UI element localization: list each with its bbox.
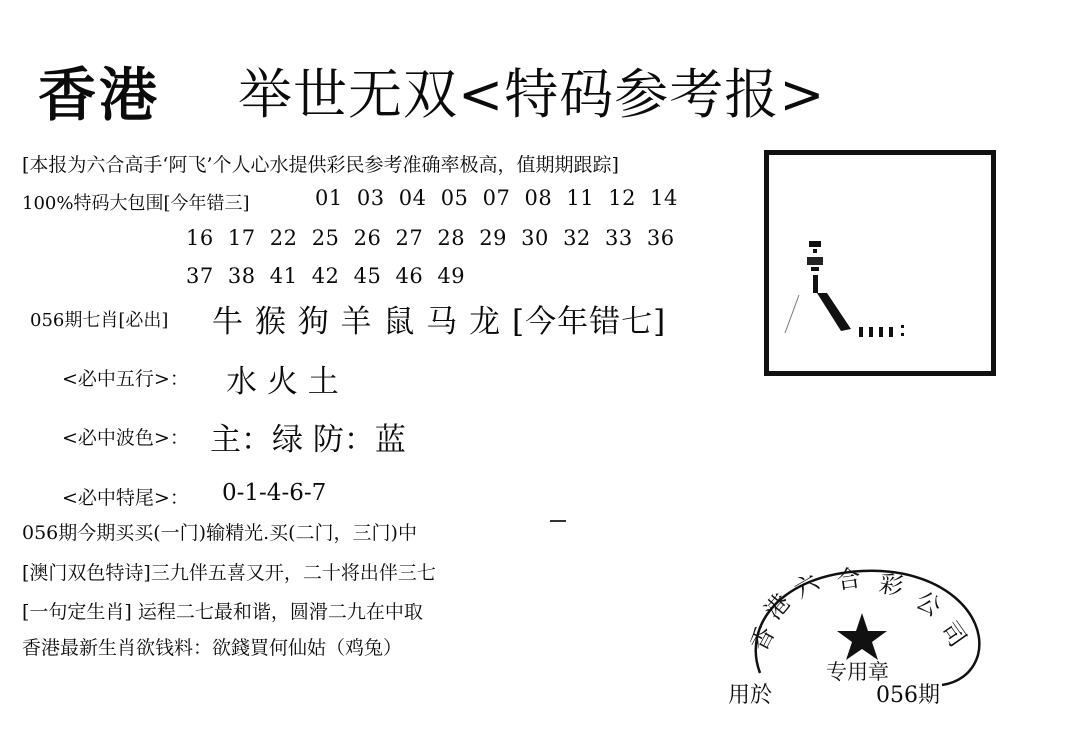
seal-ring-char-5: 彩 <box>876 569 906 602</box>
zodiac-phrase-line: [一句定生肖] 运程二七最和谐，圆滑二九在中取 <box>22 601 423 623</box>
seal-ring-char-2: 港 <box>759 588 797 625</box>
wuxing-value: 水 火 土 <box>226 364 339 400</box>
seal-caption-use: 用於 <box>728 683 773 708</box>
stray-dash <box>550 520 566 522</box>
seal-ring-char-1: 香 <box>744 621 781 656</box>
intro-note: [本报为六合高手‘阿飞’个人心水提供彩民参考准确率极高，值期期跟踪] <box>22 154 619 176</box>
wave-color-value: 主：绿 防：蓝 <box>210 422 406 458</box>
tail-value: 0-1-4-6-7 <box>222 480 327 506</box>
zodiac-label: 056期七肖[必出] <box>30 310 169 331</box>
tail-label: <必中特尾>： <box>62 487 189 509</box>
seal-center-text: 专用章 <box>826 660 889 684</box>
lighthouse-icon <box>769 155 991 371</box>
seal-ring-char-3: 六 <box>789 567 824 605</box>
seal-ring-char-7: 司 <box>935 616 972 653</box>
special-numbers-row-1: 01 03 04 05 07 08 11 12 14 <box>315 186 678 210</box>
buy-tip-line: 056期今期买买(一门)输精光.买(二门，三门)中 <box>22 522 417 544</box>
seal-caption-issue: 056期 <box>876 683 940 708</box>
zodiac-value: 牛 猴 狗 羊 鼠 马 龙 [今年错七] <box>212 304 667 340</box>
special-range-label: 100%特码大包围[今年错三] <box>22 193 250 214</box>
headline: 举世无双<特码参考报> <box>238 63 826 126</box>
company-seal <box>742 555 988 695</box>
special-numbers-row-3: 37 38 41 42 45 46 49 <box>186 264 466 288</box>
brand-title: 香港 <box>38 61 161 129</box>
seal-ring-char-6: 公 <box>911 585 946 623</box>
special-numbers-row-2: 16 17 22 25 26 27 28 29 30 32 33 36 <box>186 226 675 250</box>
wuxing-label: <必中五行>： <box>62 368 189 390</box>
lighthouse-picture-frame <box>764 150 996 376</box>
wave-color-label: <必中波色>： <box>62 427 189 449</box>
macau-poem-line: [澳门双色特诗]三九伴五喜又开，二十将出伴三七 <box>22 562 436 584</box>
riddle-line: 香港最新生肖欲钱料：欲錢買何仙姑（鸡兔） <box>22 637 403 659</box>
seal-ring-char-4: 合 <box>834 563 863 595</box>
star-icon <box>837 613 887 660</box>
